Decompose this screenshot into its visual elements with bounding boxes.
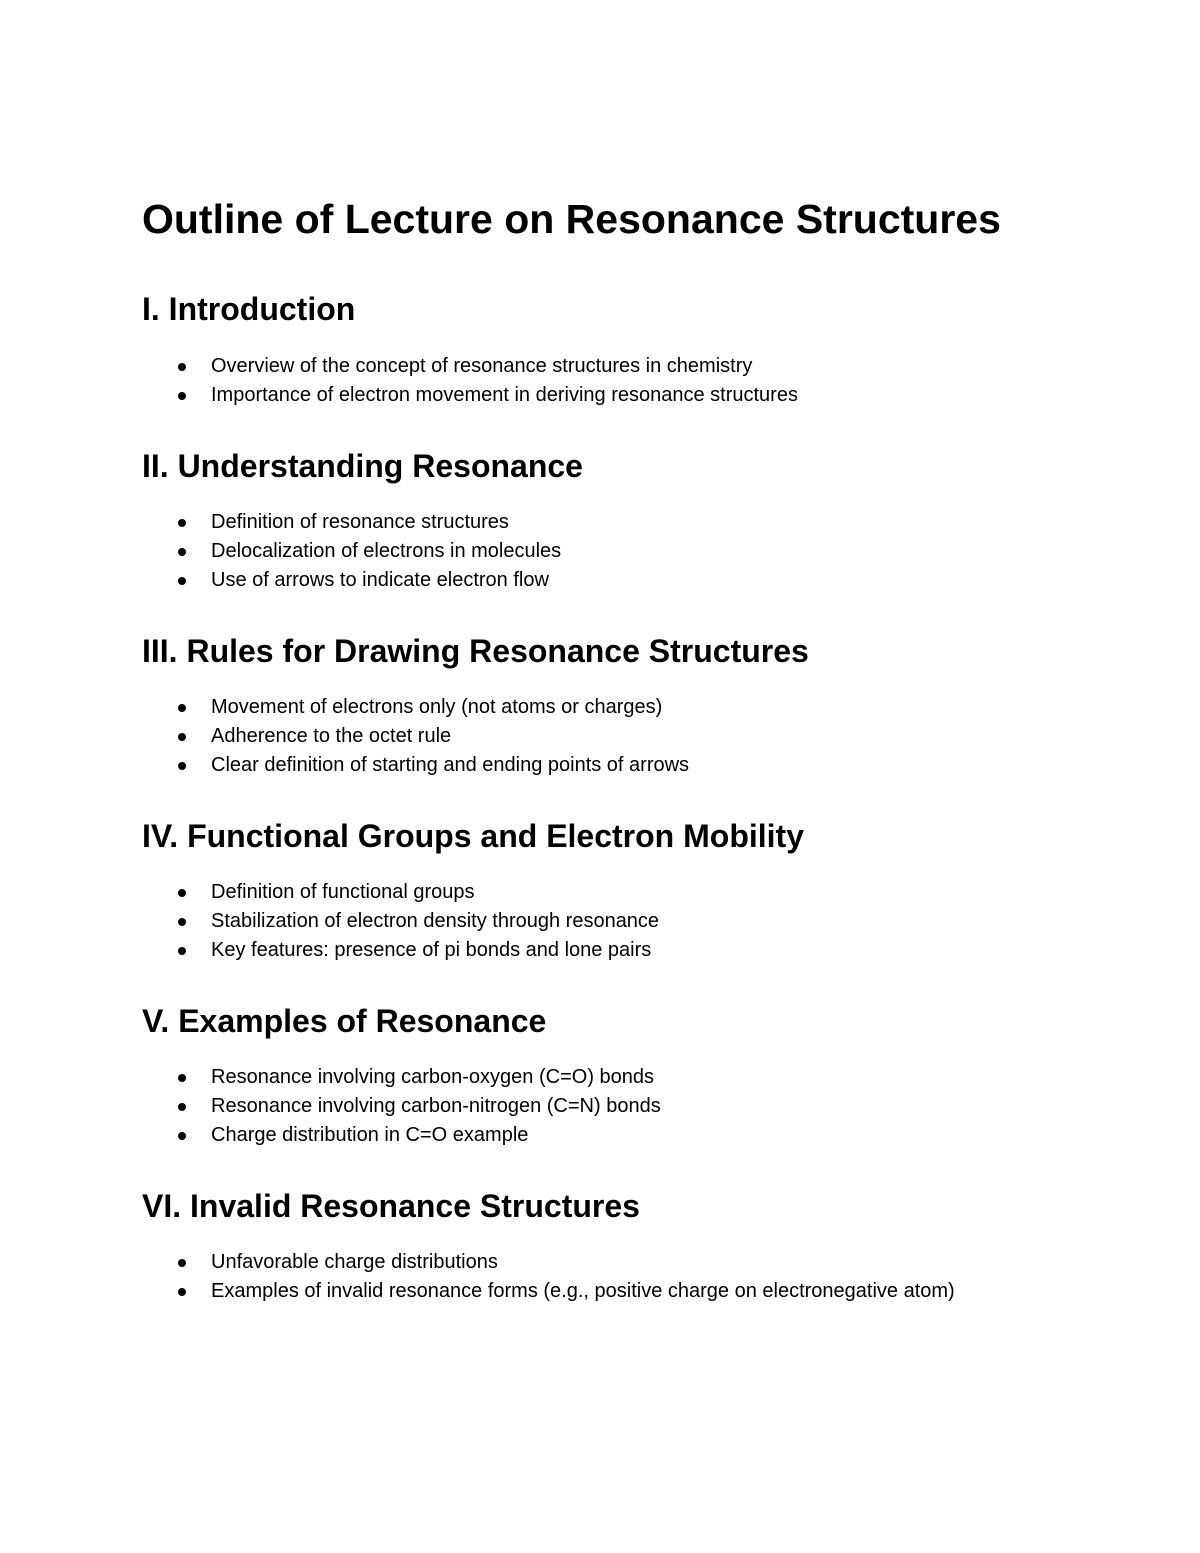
list-item — [142, 508, 1062, 537]
list-item — [142, 352, 1062, 381]
list-item — [142, 907, 1062, 936]
bullet-dot-icon — [178, 889, 186, 897]
list-item — [142, 1121, 1062, 1150]
list-item — [142, 936, 1062, 965]
sections-container — [142, 289, 1062, 1306]
bullet-dot-icon — [178, 1259, 186, 1267]
bullet-dot-icon — [178, 1074, 186, 1082]
list-item — [142, 1092, 1062, 1121]
bullet-dot-icon — [178, 1132, 186, 1140]
outline-section — [142, 1186, 1062, 1306]
list-item — [142, 381, 1062, 410]
list-item — [142, 722, 1062, 751]
outline-section — [142, 289, 1062, 410]
bullet-dot-icon — [178, 1103, 186, 1111]
section-heading: IV. Functional Groups and Electron Mobility — [142, 818, 804, 854]
list-item-text: Unfavorable charge distributions — [211, 1251, 498, 1273]
list-item-text: Use of arrows to indicate electron flow — [211, 569, 549, 591]
list-item-text: Overview of the concept of resonance structures in chemistry — [211, 355, 753, 377]
list-item-text: Clear definition of starting and ending points of arrows — [211, 754, 690, 776]
section-heading: II. Understanding Resonance — [142, 448, 583, 484]
list-item-text: Examples of invalid resonance forms (e.g., positive charge on electronegative atom) — [211, 1280, 955, 1302]
outline-section — [142, 816, 1062, 965]
bullet-list — [142, 352, 1062, 410]
list-item — [142, 1248, 1062, 1277]
list-item-text: Stabilization of electron density through resonance — [211, 910, 660, 932]
bullet-dot-icon — [178, 577, 186, 585]
list-item — [142, 693, 1062, 722]
bullet-dot-icon — [178, 1288, 186, 1296]
outline-section — [142, 446, 1062, 595]
document-title: Outline of Lecture on Resonance Structures — [142, 196, 1001, 242]
list-item — [142, 878, 1062, 907]
list-item — [142, 1277, 1062, 1306]
list-item — [142, 751, 1062, 780]
document-page — [142, 189, 1062, 1306]
list-item-text: Movement of electrons only (not atoms or charges) — [211, 696, 663, 718]
list-item — [142, 566, 1062, 595]
list-item — [142, 537, 1062, 566]
bullet-list — [142, 508, 1062, 595]
list-item — [142, 1063, 1062, 1092]
list-item-text: Definition of resonance structures — [211, 511, 509, 533]
list-item-text: Adherence to the octet rule — [211, 725, 452, 747]
bullet-dot-icon — [178, 762, 186, 770]
outline-section — [142, 631, 1062, 780]
bullet-list — [142, 693, 1062, 780]
section-heading: I. Introduction — [142, 291, 356, 327]
bullet-dot-icon — [178, 704, 186, 712]
outline-section — [142, 1001, 1062, 1150]
section-heading: III. Rules for Drawing Resonance Structures — [142, 633, 809, 669]
bullet-dot-icon — [178, 363, 186, 371]
list-item-text: Key features: presence of pi bonds and lone pairs — [211, 939, 652, 961]
bullet-dot-icon — [178, 733, 186, 741]
list-item-text: Resonance involving carbon-oxygen (C=O) bonds — [211, 1066, 655, 1088]
bullet-dot-icon — [178, 519, 186, 527]
bullet-dot-icon — [178, 548, 186, 556]
section-heading: V. Examples of Resonance — [142, 1003, 547, 1039]
list-item-text: Delocalization of electrons in molecules — [211, 540, 562, 562]
bullet-list — [142, 1248, 1062, 1306]
bullet-dot-icon — [178, 918, 186, 926]
list-item-text: Importance of electron movement in deriving resonance structures — [211, 384, 798, 406]
bullet-dot-icon — [178, 392, 186, 400]
bullet-list — [142, 1063, 1062, 1150]
list-item-text: Definition of functional groups — [211, 881, 475, 903]
section-heading: VI. Invalid Resonance Structures — [142, 1188, 640, 1224]
list-item-text: Charge distribution in C=O example — [211, 1124, 529, 1146]
bullet-list — [142, 878, 1062, 965]
bullet-dot-icon — [178, 947, 186, 955]
list-item-text: Resonance involving carbon-nitrogen (C=N) bonds — [211, 1095, 661, 1117]
